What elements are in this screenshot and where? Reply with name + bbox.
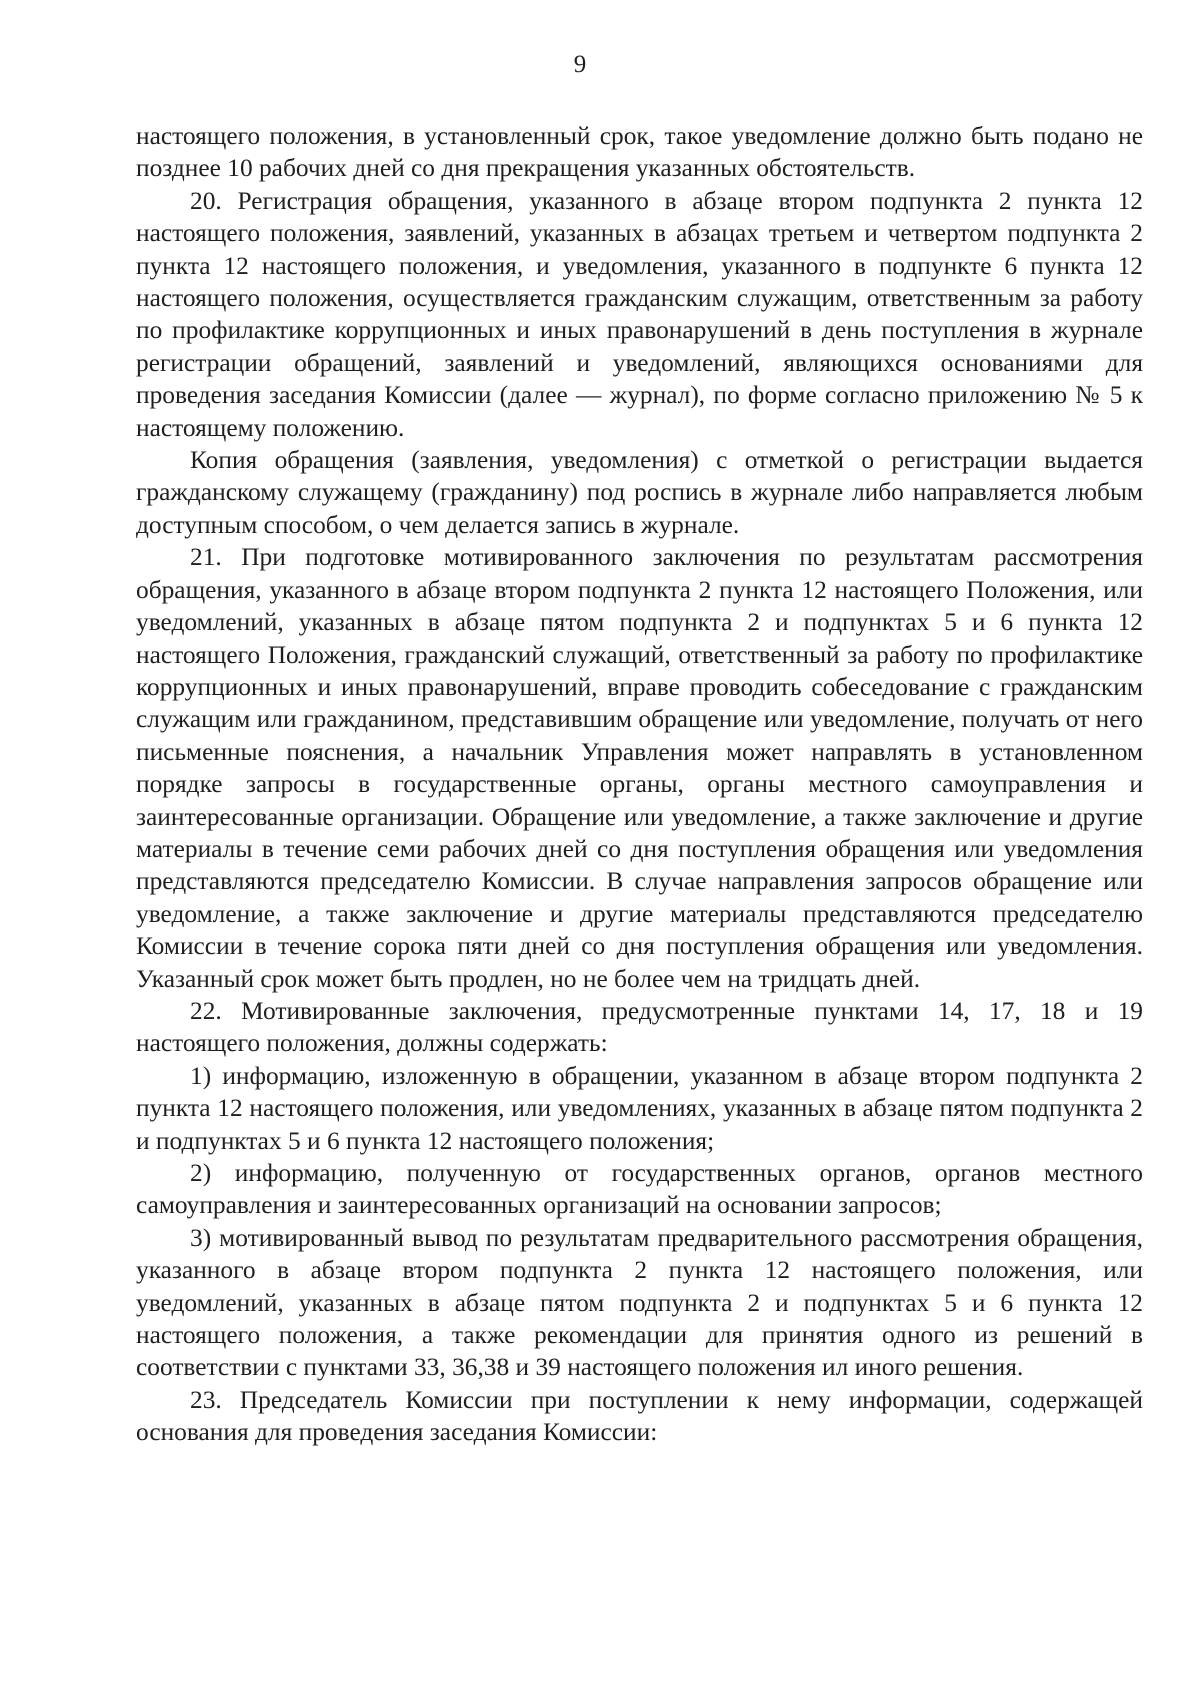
paragraph-subitem-3: 3) мотивированный вывод по результатам предварительного рассмотрения обращения, указанного в абзаце втором подпункта 2 пункта 12 настоящего положения, или уведомлений, указанных в абзаце пятом подпункта 2 и подпунктах 5 и 6 пункта 12 настоящего положения, а также рекомендации для принятия одного из решений в соответствии с пунктами 33, 36,38 и 39 настоящего положения ил иного решения. [136, 1223, 1143, 1382]
paragraph-item-22: 22. Мотивированные заключения, предусмотренные пунктами 14, 17, 18 и 19 настоящего положения, должны содержать: [136, 996, 1143, 1058]
paragraph-subitem-1: 1) информацию, изложенную в обращении, указанном в абзаце втором подпункта 2 пункта 12 настоящего положения, или уведомлениях, указанных в абзаце пятом подпункта 2 и подпунктах 5 и 6 пункта 12 настоящего положения; [136, 1061, 1143, 1155]
document-body [136, 120, 1143, 1449]
paragraph-subitem-2: 2) информацию, полученную от государственных органов, органов местного самоуправления и заинтересованных организаций на основании запросов; [136, 1159, 1143, 1220]
paragraph-copy-registration: Копия обращения (заявления, уведомления) с отметкой о регистрации выдается гражданскому служащему (гражданину) под роспись в журнале либо направляется любым доступным способом, о чем делается запись в журнале. [136, 446, 1143, 539]
paragraph-continuation: настоящего положения, в установленный срок, такое уведомление должно быть подано не позднее 10 рабочих дней со дня прекращения указанных обстоятельств. [136, 122, 1143, 183]
paragraph-item-20: 20. Регистрация обращения, указанного в абзаце втором подпункта 2 пункта 12 настоящего положения, заявлений, указанных в абзацах третьем и четвертом подпункта 2 пункта 12 настоящего положения, и уведомления, указанного в подпункте 6 пункта 12 настоящего положения, осуществляется гражданским служащим, ответственным за работу по профилактике коррупционных и иных правонарушений в день поступления в журнале регистрации обращений, заявлений и уведомлений, являющихся основаниями для проведения заседания Комиссии (далее — журнал), по форме согласно приложению № 5 к настоящему положению. [136, 186, 1143, 442]
paragraph-item-23: 23. Председатель Комиссии при поступлении к нему информации, содержащей основания для проведения заседания Комиссии: [136, 1385, 1143, 1447]
page-number: 9 [573, 51, 587, 78]
paragraph-item-21: 21. При подготовке мотивированного заключения по результатам рассмотрения обращения, указанного в абзаце втором подпункта 2 пункта 12 настоящего Положения, или уведомлений, указанных в абзаце пятом подпункта 2 и подпунктах 5 и 6 пункта 12 настоящего Положения, гражданский служащий, ответственный за работу по профилактике коррупционных и иных правонарушений, вправе проводить собеседование с гражданским служащим или гражданином, представившим обращение или уведомление, получать от него письменные пояснения, а начальник Управления может направлять в установленном порядке запросы в государственные органы, органы местного самоуправления и заинтересованные организации. Обращение или уведомление, а также заключение и другие материалы в течение семи рабочих дней со дня поступления обращения или уведомления представляются председателю Комиссии. В случае направления запросов обращение или уведомление, а также заключение и другие материалы представляются председателю Комиссии в течение сорока пяти дней со дня поступления обращения или уведомления. Указанный срок может быть продлен, но не более чем на тридцать дней. [136, 543, 1143, 993]
